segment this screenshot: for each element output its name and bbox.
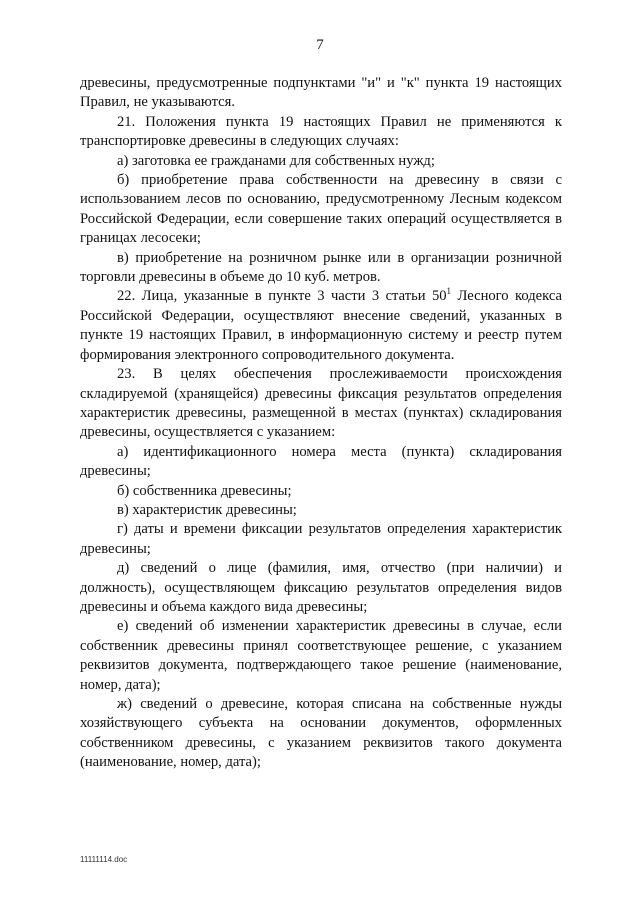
list-item-23g: ж) сведений о древесине, которая списана на собственные нужды хозяйствующего субъекта на основании документов, оформленных собственником древесины, с указанием реквизитов такого документа (наименование, номер, дата); <box>80 696 562 771</box>
paragraph-continuation: древесины, предусмотренные подпунктами "и" и "к" пункта 19 настоящих Правил, не указываются. <box>80 75 562 111</box>
page-number: 7 <box>316 37 324 53</box>
paragraph-21: 21. Положения пункта 19 настоящих Правил не применяются к транспортировке древесины в следующих случаях: <box>80 113 562 150</box>
list-item-23b: б) собственника древесины; <box>117 482 292 499</box>
paragraph-22-start: 22. Лица, указанные в пункте 3 части 3 статьи 50 <box>117 288 447 305</box>
list-item-23a: а) идентификационного номера места (пункта) складирования древесины; <box>80 443 562 480</box>
list-item-23f: е) сведений об изменении характеристик древесины в случае, если собственник древесины принял соответствующее решение, с указанием реквизитов документа, подтверждающего такое решение (наименование, номер, дата); <box>80 618 562 693</box>
list-item-21b: б) приобретение права собственности на древесину в связи с использованием лесов по основанию, предусмотренному Лесным кодексом Российской Федерации, если совершение таких операций осуществляется в границах лесосеки; <box>80 172 562 247</box>
paragraph-22 <box>80 287 562 365</box>
list-item-23e: д) сведений о лице (фамилия, имя, отчество (при наличии) и должность), осуществляющем фиксацию результатов определения видов древесины и объема каждого вида древесины; <box>80 560 562 615</box>
list-item-21c: в) приобретение на розничном рынке или в организации розничной торговли древесины в объеме до 10 куб. метров. <box>80 249 562 286</box>
list-item-23d: г) даты и времени фиксации результатов определения характеристик древесины; <box>80 521 562 557</box>
list-item-21a: а) заготовка ее гражданами для собственных нужд; <box>117 152 435 169</box>
list-item-23c: в) характеристик древесины; <box>117 501 297 518</box>
file-name-footer: 11111114.doc <box>80 855 128 864</box>
document-body <box>80 74 562 773</box>
paragraph-22-end: Лесного кодекса Российской Федерации, осуществляют внесение сведений, указанных в пункте 19 настоящих Правил, в информационную систему и реестр путем формирования электронного сопроводительного документа. <box>80 288 562 363</box>
article-superscript: 1 <box>446 286 452 297</box>
paragraph-23: 23. В целях обеспечения прослеживаемости происхождения складируемой (хранящейся) древесины фиксация результатов определения характеристик древесины, размещенной в местах (пунктах) складирования древесины, осуществляется с указанием: <box>80 366 562 441</box>
